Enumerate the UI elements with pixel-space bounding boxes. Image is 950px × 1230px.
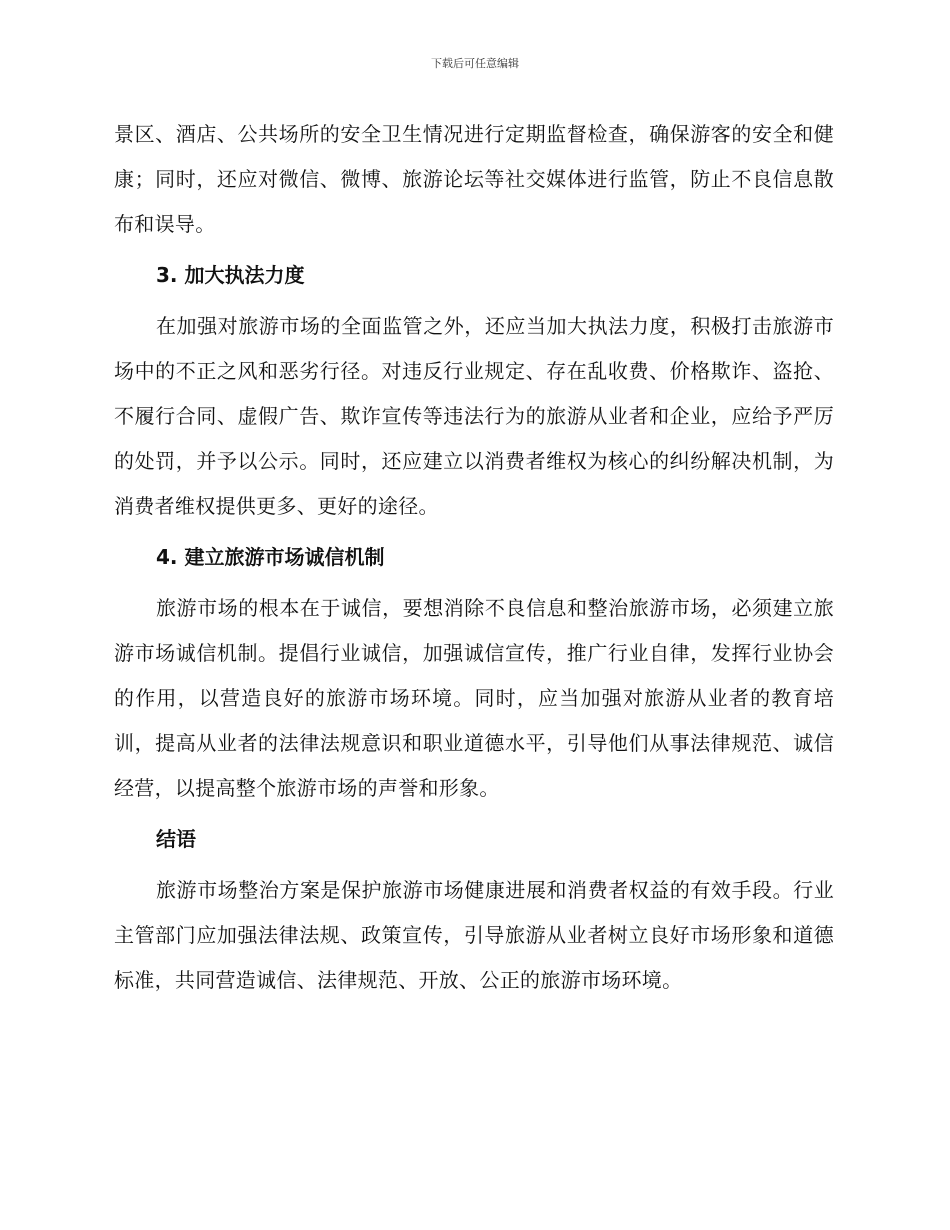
conclusion-paragraph: 旅游市场整治方案是保护旅游市场健康进展和消费者权益的有效手段。行业主管部门应加强法律法规、政策宣传，引导旅游从业者树立良好市场形象和道德标准，共同营造诚信、法律规范、开放、公正的旅游市场环境。 bbox=[114, 878, 834, 992]
page-header-note: 下载后可任意编辑 bbox=[431, 57, 519, 70]
section-3-paragraph: 在加强对旅游市场的全面监管之外，还应当加大执法力度，积极打击旅游市场中的不正之风和恶劣行径。对违反行业规定、存在乱收费、价格欺诈、盗抢、不履行合同、虚假广告、欺诈宣传等违法行为的旅游从业者和企业，应给予严厉的处罚，并予以公示。同时，还应建立以消费者维权为核心的纠纷解决机制，为消费者维权提供更多、更好的途径。 bbox=[114, 314, 834, 518]
section-3-heading: 3. 加大执法力度 bbox=[156, 263, 305, 287]
paragraph-continued: 景区、酒店、公共场所的安全卫生情况进行定期监督检查，确保游客的安全和健康；同时，还应对微信、微博、旅游论坛等社交媒体进行监管，防止不良信息散布和误导。 bbox=[114, 122, 834, 236]
document-body bbox=[114, 112, 834, 1003]
section-4-heading: 4. 建立旅游市场诚信机制 bbox=[156, 545, 385, 569]
section-4-paragraph: 旅游市场的根本在于诚信，要想消除不良信息和整治旅游市场，必须建立旅游市场诚信机制。提倡行业诚信，加强诚信宣传，推广行业自律，发挥行业协会的作用，以营造良好的旅游市场环境。同时，应当加强对旅游从业者的教育培训，提高从业者的法律法规意识和职业道德水平，引导他们从事法律规范、诚信经营，以提高整个旅游市场的声誉和形象。 bbox=[114, 596, 834, 800]
conclusion-heading: 结语 bbox=[156, 827, 196, 851]
